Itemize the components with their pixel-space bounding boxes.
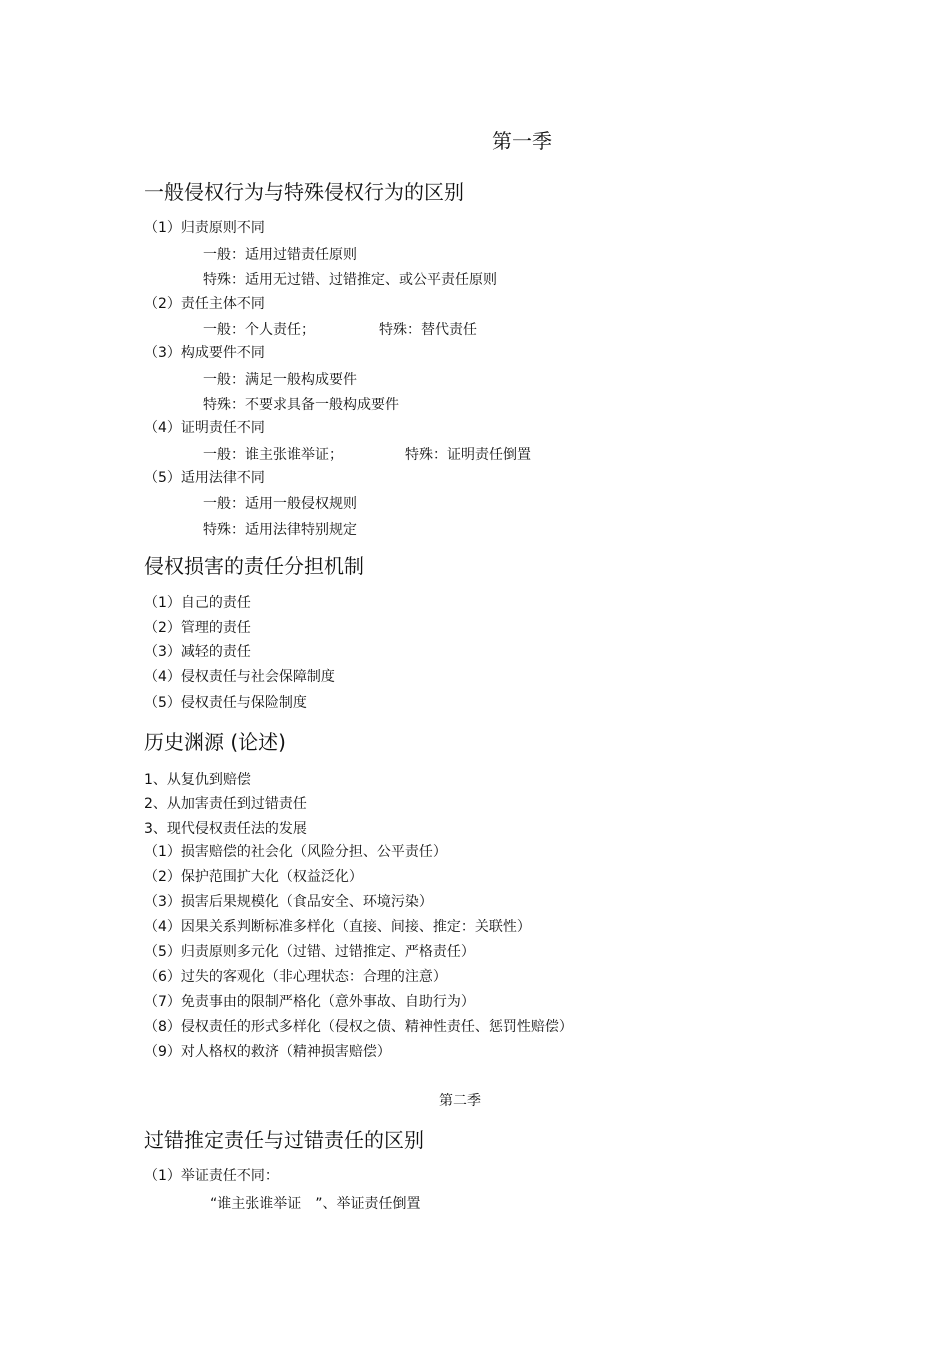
detail-part-one: “谁主张谁举证 <box>210 1196 302 1212</box>
list-item-special: 特殊：适用无过错、过错推定、或公平责任原则 <box>203 272 497 288</box>
list-item-label: （1）归责原则不同 <box>144 220 265 236</box>
list-item: （2）保护范围扩大化（权益泛化） <box>144 869 363 885</box>
list-item: （9）对人格权的救济（精神损害赔偿） <box>144 1044 391 1060</box>
list-item: （2）管理的责任 <box>144 620 251 636</box>
list-item-label: （5）适用法律不同 <box>144 470 265 486</box>
list-item-general: 一般：满足一般构成要件 <box>203 372 357 388</box>
list-item-special: 特殊：替代责任 <box>379 322 477 338</box>
list-item-special: 特殊：不要求具备一般构成要件 <box>203 397 399 413</box>
season-two-title: 第二季 <box>439 1093 481 1109</box>
list-item-special: 特殊：适用法律特别规定 <box>203 522 357 538</box>
list-item-general: 一般：适用过错责任原则 <box>203 247 357 263</box>
section-heading-general-vs-special: 一般侵权行为与特殊侵权行为的区别 <box>144 180 464 204</box>
list-item: （3）减轻的责任 <box>144 644 251 660</box>
list-item-special: 特殊：证明责任倒置 <box>405 447 531 463</box>
list-item-detail <box>210 1197 421 1211</box>
list-item: （4）侵权责任与社会保障制度 <box>144 669 335 685</box>
list-item: （1）损害赔偿的社会化（风险分担、公平责任） <box>144 844 447 860</box>
list-item-label: （2）责任主体不同 <box>144 296 265 312</box>
list-item: （5）归责原则多元化（过错、过错推定、严格责任） <box>144 944 475 960</box>
list-item-label: （1）举证责任不同： <box>144 1168 279 1184</box>
list-item: （3）损害后果规模化（食品安全、环境污染） <box>144 894 433 910</box>
section-heading-liability-sharing: 侵权损害的责任分担机制 <box>144 554 364 578</box>
section-heading-history: 历史渊源 (论述) <box>144 730 286 754</box>
list-item: （6）过失的客观化（非心理状态：合理的注意） <box>144 969 447 985</box>
list-item: （1）自己的责任 <box>144 595 251 611</box>
list-item-label: （4）证明责任不同 <box>144 420 265 436</box>
numbered-point: 3、现代侵权责任法的发展 <box>144 821 307 837</box>
numbered-point: 1、从复仇到赔偿 <box>144 772 251 788</box>
numbered-point: 2、从加害责任到过错责任 <box>144 796 307 812</box>
list-item-label: （3）构成要件不同 <box>144 345 265 361</box>
list-item-general: 一般：适用一般侵权规则 <box>203 496 357 512</box>
section-heading-presumed-fault-vs-fault: 过错推定责任与过错责任的区别 <box>144 1128 424 1152</box>
list-item-general: 一般：谁主张谁举证； <box>203 447 343 463</box>
detail-part-two: ”、举证责任倒置 <box>315 1196 421 1212</box>
list-item: （4）因果关系判断标准多样化（直接、间接、推定：关联性） <box>144 919 531 935</box>
list-item: （7）免责事由的限制严格化（意外事故、自助行为） <box>144 994 475 1010</box>
list-item-general: 一般：个人责任； <box>203 322 315 338</box>
list-item: （5）侵权责任与保险制度 <box>144 695 307 711</box>
season-one-title: 第一季 <box>492 129 552 153</box>
list-item: （8）侵权责任的形式多样化（侵权之债、精神性责任、惩罚性赔偿） <box>144 1019 573 1035</box>
